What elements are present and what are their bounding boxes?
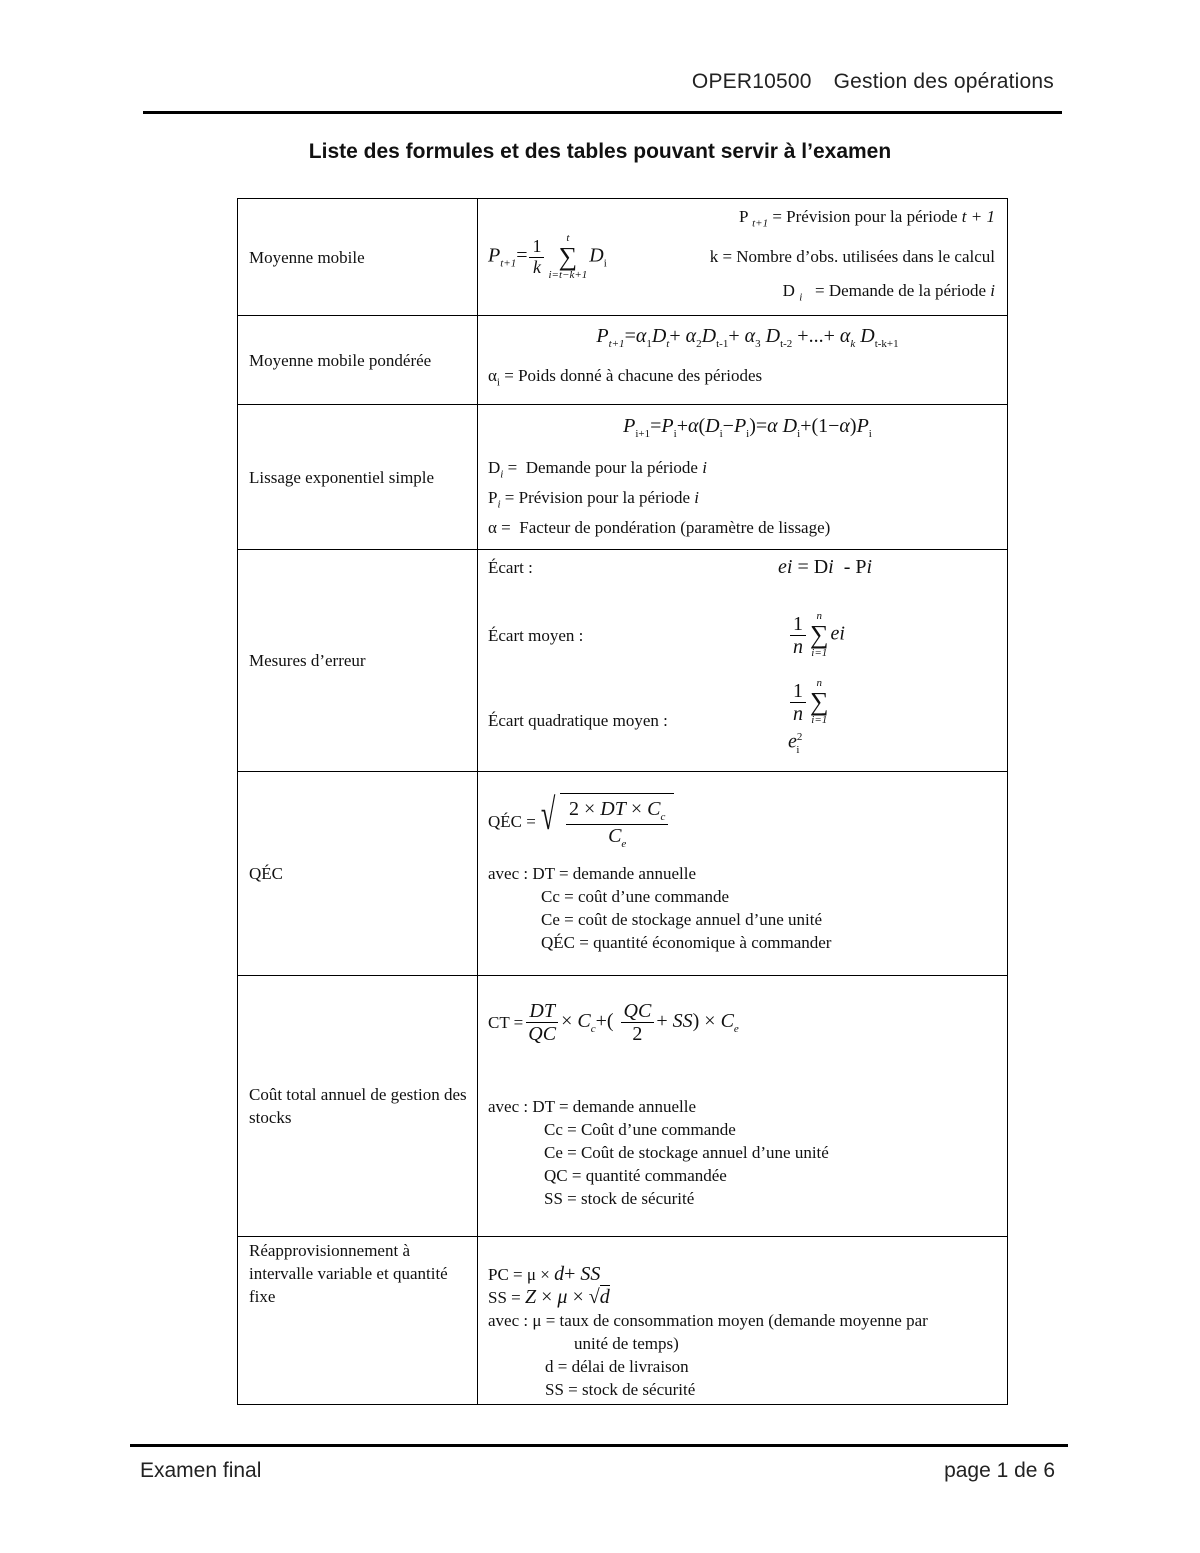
formula-cell	[478, 199, 1008, 316]
note-line: SS = stock de sécurité	[545, 1379, 696, 1399]
note-line: Ce = coût de stockage annuel d’une unité	[541, 909, 823, 929]
legend-text: Facteur de pondération (paramètre de lissage)	[519, 518, 831, 538]
mean-error-formula: $\frac{1}{n}$ n ∑ i=1 ei	[788, 611, 845, 659]
note-line: Cc = coût d’une commande	[541, 886, 730, 906]
reorder-point-formula: PC = μ × d+ SS	[488, 1262, 601, 1285]
error-label: Écart quadratique moyen :	[488, 710, 668, 730]
note-line: avec : DT = demande annuelle	[488, 1097, 696, 1116]
page-title: Liste des formules et des tables pouvant servir à l’examen	[308, 140, 892, 163]
legend-text: Demande pour la période	[525, 457, 698, 477]
table-row	[238, 772, 1008, 976]
course-code: OPER10500	[691, 70, 812, 93]
formula-cell	[478, 976, 1008, 1237]
note-line: Cc = Coût d’une commande	[544, 1120, 736, 1139]
table-row	[238, 405, 1008, 550]
page-number: page 1 de 6	[944, 1459, 1055, 1482]
weight-note: = Poids donné à chacune des périodes	[504, 366, 763, 386]
moving-average-formula: $P_{t+1}=$ $\frac{1}{k}$ t ∑ i=t−k+1 $D_i$	[488, 232, 607, 281]
exponential-smoothing-formula: $P_{i+1}=P_i+\alpha(D_i-P_i)=\alpha$ $D_i+(1-\alpha)P_i$	[623, 414, 872, 440]
row-label: Moyenne mobile pondérée	[238, 316, 478, 405]
note-line: unité de temps)	[574, 1333, 679, 1353]
error-label: Écart :	[488, 557, 533, 577]
footer-left: Examen final	[140, 1459, 262, 1482]
legend-text: = Nombre d’obs. utilisées dans le calcul	[722, 247, 995, 266]
note-line: QC = quantité commandée	[544, 1166, 727, 1185]
legend-text: = Prévision pour la période	[772, 206, 958, 226]
note-line: avec : DT = demande annuelle	[488, 863, 696, 883]
note-line: avec : μ = taux de consommation moyen (demande moyenne par	[488, 1310, 928, 1330]
weighted-average-formula: $P_{t+1}=\alpha_1D_t+ \alpha_2D_{t-1}+ \alpha_3$ $D_{t-2}$ +...+ $\alpha_k$ $D_{t-k+1}$	[596, 325, 899, 351]
total-cost-formula: CT = $\frac{DT}{QC}$ × $C_c+$( $\frac{QC}{2}$ + $SS) \times C_e$	[488, 1000, 739, 1045]
row-label: Réapprovisionnement à intervalle variable et quantité fixe	[238, 1237, 478, 1405]
formula-cell	[478, 1237, 1008, 1405]
legend-text: Prévision pour la période	[518, 488, 691, 507]
table-row	[238, 199, 1008, 316]
formula-prefix: QÉC =	[488, 812, 536, 831]
row-label: Moyenne mobile	[238, 199, 478, 316]
row-label: Lissage exponentiel simple	[238, 405, 478, 550]
course-name: Gestion des opérations	[833, 70, 1054, 93]
formula-cell: $P_{t+1}=\alpha_1D_t+ \alpha_2D_{t-1}+ \alpha_3$ $D_{t-2}$ +...+ $\alpha_k$ $D_{t-k+1}$ $\alpha_i$ = Poids donné à chacune des périodes	[478, 316, 1008, 405]
table-row	[238, 976, 1008, 1237]
note-line: QÉC = quantité économique à commander	[541, 932, 832, 952]
formula-prefix: CT =	[488, 1013, 524, 1032]
note-line: d = délai de livraison	[545, 1356, 689, 1376]
formula-cell	[478, 550, 1008, 772]
table-row	[238, 316, 1008, 405]
row-label: Mesures d’erreur	[238, 550, 478, 772]
note-line: SS = stock de sécurité	[544, 1189, 695, 1208]
row-label: Coût total annuel de gestion des stocks	[238, 976, 478, 1237]
row-label: QÉC	[238, 772, 478, 976]
error-label: Écart moyen :	[488, 625, 584, 645]
table-row	[238, 550, 1008, 772]
page-header	[692, 70, 1054, 94]
formula-cell	[478, 772, 1008, 976]
safety-stock-formula: SS = Z × μ × √d	[488, 1285, 610, 1308]
header-rule	[143, 111, 1062, 114]
formula-cell: $P_{i+1}=P_i+\alpha(D_i-P_i)=\alpha$ $D_i+(1-\alpha)P_i$ $D_i$ = Demande pour la période i $P_i$ = Prévision pour la période i α = Facteur de pondération (paramètre de lissage)	[478, 405, 1008, 550]
note-line: Ce = Coût de stockage annuel d’une unité	[544, 1143, 829, 1162]
legend: P $_{t+1}$ = Prévision pour la période t + 1 k = Nombre d’obs. utilisées dans le calcul D $_i$ = Demande de la période i	[709, 206, 995, 304]
legend-text: = Demande de la période	[815, 281, 987, 300]
eoq-formula: QÉC = √ $\frac{2 \times DT \times C_c}{C_e}$	[488, 793, 1007, 849]
table-row	[238, 1237, 1008, 1405]
formula-table	[237, 198, 1008, 1405]
error-formula: ei = Di - Pi	[778, 555, 873, 578]
mean-squared-error-formula: $\frac{1}{n}$ n ∑ i=1 $e^2_i$	[788, 677, 829, 756]
footer-rule	[130, 1444, 1068, 1447]
